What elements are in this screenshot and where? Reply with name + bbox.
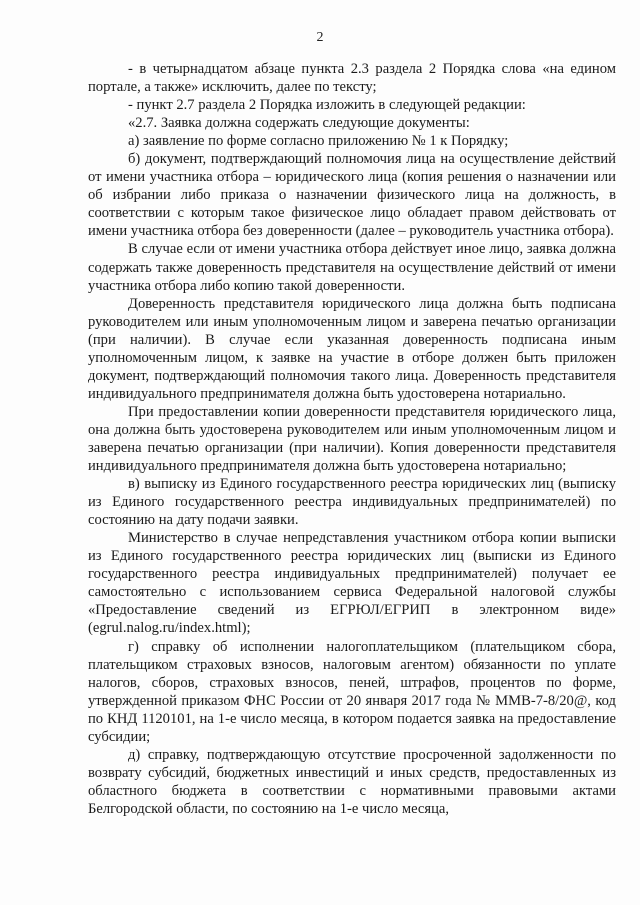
paragraph: - в четырнадцатом абзаце пункта 2.3 раздела 2 Порядка слова «на едином портале, а также» исключить, далее по тексту; bbox=[88, 61, 616, 96]
paragraph: б) документ, подтверждающий полномочия лица на осуществление действий от имени участника отбора – юридического лица (копия решения о назначении или об избрании либо приказа о назначении физического лица на должность, в соответствии с которым такое физическое лицо обладает правом действовать от имени участника отбора без доверенности (далее – руководитель участника отбора). bbox=[88, 151, 616, 240]
document-body bbox=[88, 60, 616, 818]
paragraph: При предоставлении копии доверенности представителя юридического лица, она должна быть удостоверена руководителем или иным уполномоченным лицом и заверена печатью организации (при наличии). Копия доверенности представителя индивидуального предпринимателя должна быть удостоверена нотариально; bbox=[88, 403, 616, 475]
paragraph: д) справку, подтверждающую отсутствие просроченной задолженности по возврату субсидий, бюджетных инвестиций и иных средств, предоставленных из областного бюджета в соответствии с нормативными правовыми актами Белгородской области, по состоянию на 1-е число месяца, bbox=[88, 746, 616, 817]
paragraph: - пункт 2.7 раздела 2 Порядка изложить в следующей редакции: bbox=[128, 97, 526, 114]
paragraph: в) выписку из Единого государственного реестра юридических лиц (выписку из Единого государственного реестра индивидуальных предпринимателей) по состоянию на дату подачи заявки. bbox=[88, 476, 616, 529]
paragraph: г) справку об исполнении налогоплательщиком (плательщиком сбора, плательщиком страховых взносов, налоговым агентом) обязанности по уплате налогов, сборов, страховых взносов, пеней, штрафов, процентов по форме, утвержденной приказом ФНС России от 20 января 2017 года № ММВ-7-8/20@, код по КНД 1120101, на 1-е число месяца, в котором подается заявка на предоставление субсидии; bbox=[88, 638, 616, 745]
paragraph: Доверенность представителя юридического лица должна быть подписана руководителем или иным уполномоченным лицом и заверена печатью организации (при наличии). В случае если указанная доверенность подписана иным уполномоченным лицом, к заявке на участие в отборе должен быть приложен документ, подтверждающий полномочия такого лица. Доверенность представителя индивидуального предпринимателя должна быть удостоверена нотариально. bbox=[88, 295, 616, 402]
paragraph: Министерство в случае непредставления участником отбора копии выписки из Единого государственного реестра юридических лиц (выписки из Единого государственного реестра индивидуальных предпринимателей) получает ее самостоятельно с использованием сервиса Федеральной налоговой службы «Предоставление сведений из ЕГРЮЛ/ЕГРИП в электронном виде» (egrul.nalog.ru/index.html); bbox=[88, 530, 616, 637]
page-number: 2 bbox=[316, 30, 324, 45]
paragraph: «2.7. Заявка должна содержать следующие документы: bbox=[128, 115, 470, 132]
paragraph: В случае если от имени участника отбора действует иное лицо, заявка должна содержать также доверенность представителя на осуществление действий от имени участника отбора либо копию такой доверенности. bbox=[88, 241, 616, 294]
paragraph: а) заявление по форме согласно приложению № 1 к Порядку; bbox=[128, 133, 509, 150]
